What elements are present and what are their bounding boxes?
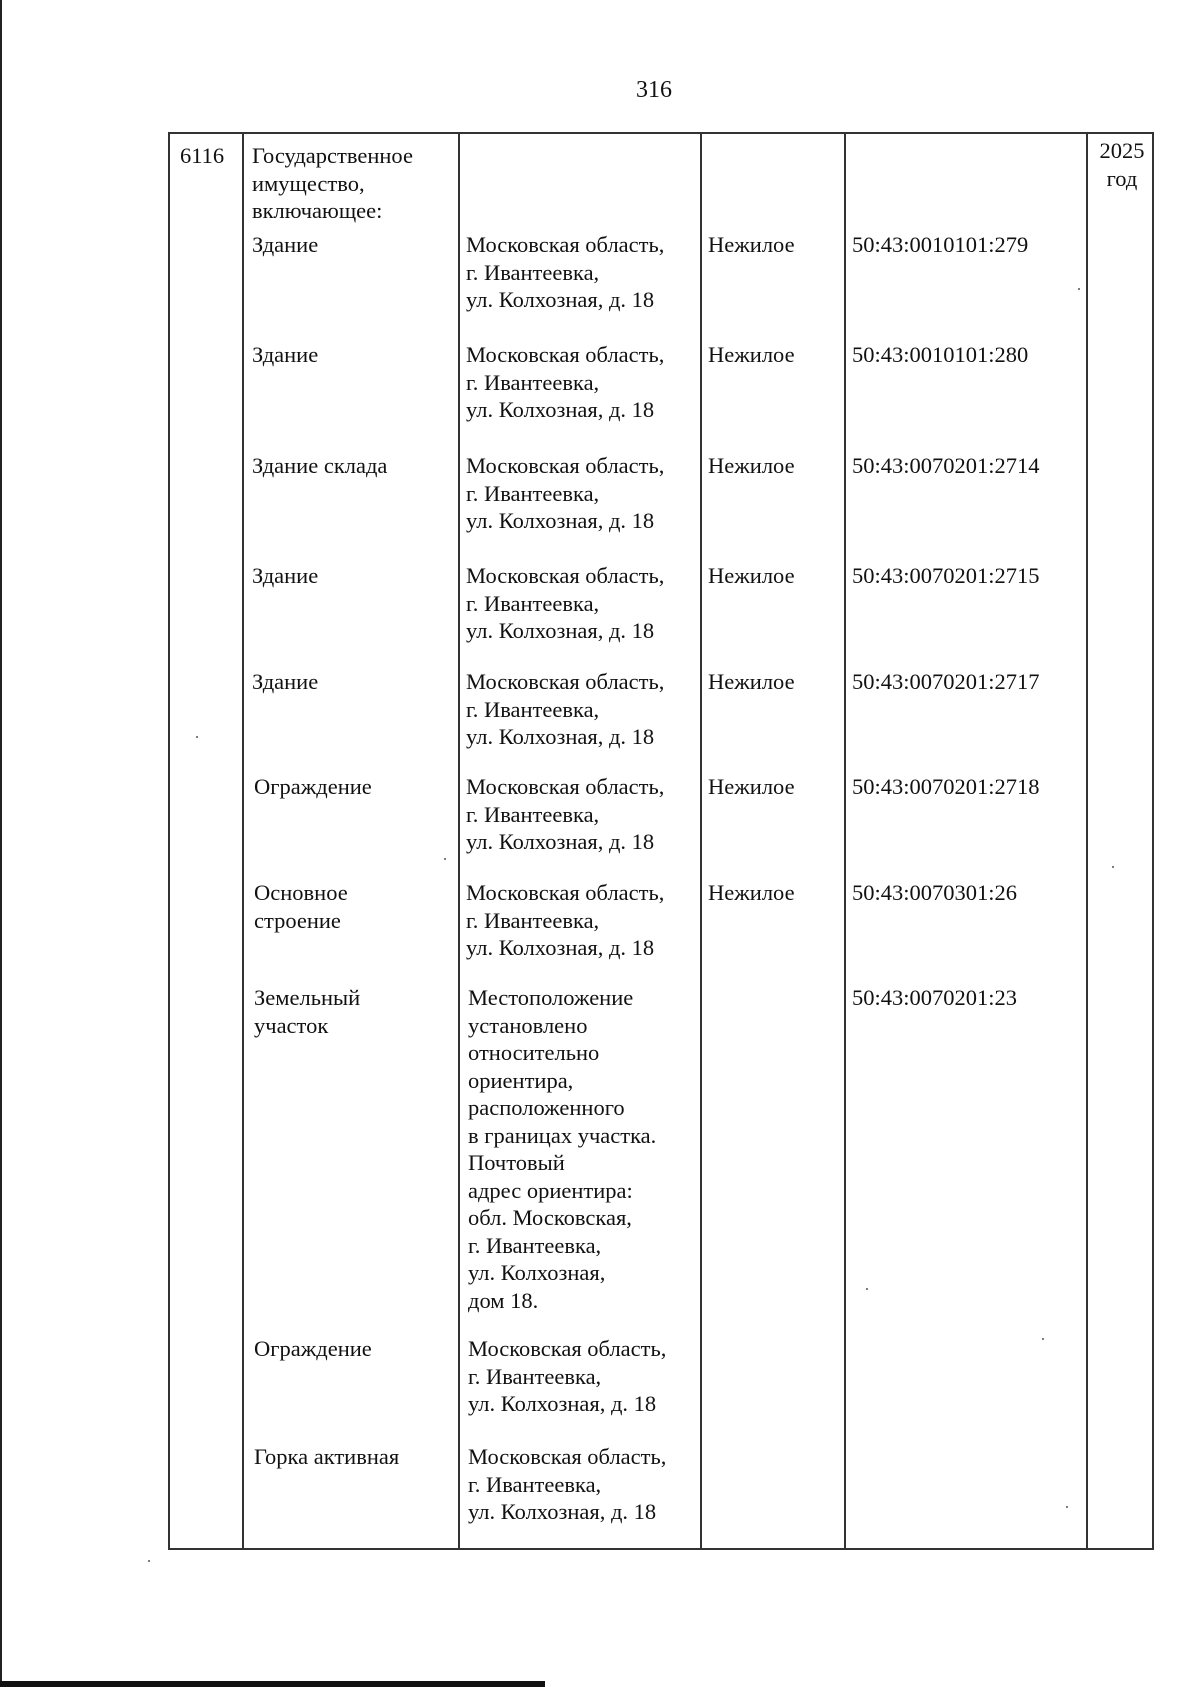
scan-speck [196, 736, 198, 738]
item-cadastral-number: 50:43:0010101:279 [852, 232, 1029, 257]
scan-speck [1112, 866, 1114, 868]
item-purpose: Нежилое [708, 453, 795, 478]
column-divider [1086, 134, 1088, 1548]
item-name: Ограждение [254, 774, 372, 799]
property-table [168, 132, 1154, 1550]
item-purpose: Нежилое [708, 774, 795, 799]
column-divider [700, 134, 702, 1548]
item-address: Московская область, г. Ивантеевка, ул. Колхозная, д. 18 [466, 880, 665, 960]
item-name: Основное строение [254, 880, 348, 933]
scan-left-edge [0, 0, 2, 1687]
record-year: 2025 год [1099, 138, 1145, 191]
item-address: Московская область, г. Ивантеевка, ул. Колхозная, д. 18 [466, 669, 665, 749]
item-name: Здание склада [252, 453, 388, 478]
item-name: Ограждение [254, 1336, 372, 1361]
scan-speck [1078, 288, 1080, 290]
scan-speck [1042, 1338, 1044, 1340]
item-purpose: Нежилое [708, 563, 795, 588]
item-cadastral-number: 50:43:0070201:2715 [852, 563, 1040, 588]
item-purpose: Нежилое [708, 232, 795, 257]
item-address: Московская область, г. Ивантеевка, ул. Колхозная, д. 18 [466, 453, 665, 533]
item-name: Земельный участок [254, 985, 361, 1038]
page-number: 316 [636, 77, 672, 103]
item-address: Местоположение установлено относительно ориентира, расположенного в границах участка. Почтовый адрес ориентира: обл. Московская, г. Ивантеевка, ул. Колхозная, дом 18. [468, 985, 657, 1313]
record-number: 6116 [180, 143, 225, 168]
item-cadastral-number: 50:43:0070301:26 [852, 880, 1018, 905]
item-name: Здание [252, 342, 319, 367]
item-cadastral-number: 50:43:0070201:2714 [852, 453, 1040, 478]
item-name: Здание [252, 669, 319, 694]
item-name: Здание [252, 232, 319, 257]
scan-speck [444, 858, 446, 860]
item-address: Московская область, г. Ивантеевка, ул. Колхозная, д. 18 [468, 1336, 667, 1416]
scan-bottom-edge [0, 1681, 545, 1687]
item-purpose: Нежилое [708, 880, 795, 905]
column-divider [458, 134, 460, 1548]
item-name: Здание [252, 563, 319, 588]
scan-speck [866, 1288, 868, 1290]
scan-speck [1066, 1506, 1068, 1508]
item-cadastral-number: 50:43:0070201:23 [852, 985, 1018, 1010]
item-cadastral-number: 50:43:0070201:2717 [852, 669, 1040, 694]
item-purpose: Нежилое [708, 669, 795, 694]
record-title: Государственное имущество, включающее: [252, 143, 413, 223]
item-address: Московская область, г. Ивантеевка, ул. Колхозная, д. 18 [466, 774, 665, 854]
item-cadastral-number: 50:43:0070201:2718 [852, 774, 1040, 799]
item-address: Московская область, г. Ивантеевка, ул. Колхозная, д. 18 [466, 342, 665, 422]
item-address: Московская область, г. Ивантеевка, ул. Колхозная, д. 18 [466, 563, 665, 643]
scan-speck [148, 1560, 150, 1562]
item-address: Московская область, г. Ивантеевка, ул. Колхозная, д. 18 [466, 232, 665, 312]
item-purpose: Нежилое [708, 342, 795, 367]
item-cadastral-number: 50:43:0010101:280 [852, 342, 1029, 367]
column-divider [844, 134, 846, 1548]
item-name: Горка активная [254, 1444, 400, 1469]
column-divider [242, 134, 244, 1548]
item-address: Московская область, г. Ивантеевка, ул. Колхозная, д. 18 [468, 1444, 667, 1524]
